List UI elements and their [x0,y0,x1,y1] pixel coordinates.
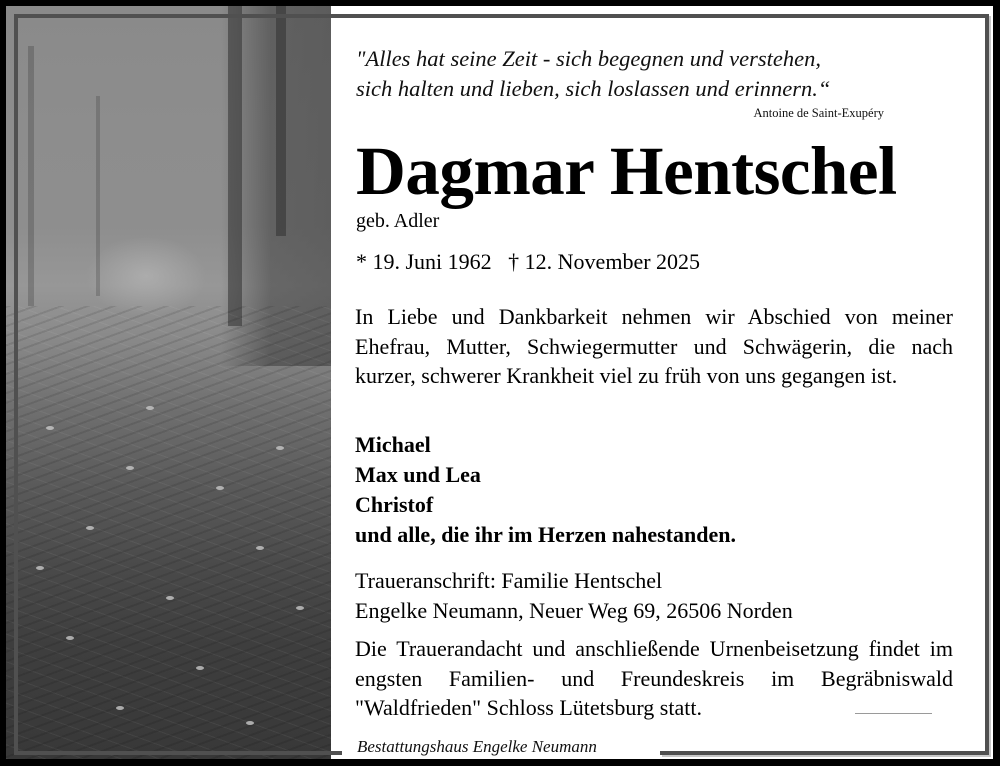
frame-shadow [989,16,991,757]
leaf [46,426,54,430]
quote-author: Antoine de Saint-Exupéry [753,106,884,120]
tree-trunk [28,46,34,306]
leaf [216,486,224,490]
leaf [296,606,304,610]
quote-line: "Alles hat seine Zeit - sich begegnen und verstehen, [356,46,821,71]
ceremony-info: Die Trauerandacht und anschließende Urnenbeisetzung findet im engsten Familien- und Freundeskreis im Begräbniswald "Waldfrieden" Schloss Lütetsburg statt. [355,636,953,720]
tree-trunk [96,96,100,296]
address-line: Traueranschrift: Familie Hentschel [355,568,663,593]
divider [855,713,932,714]
address-line: Engelke Neumann, Neuer Weg 69, 26506 Norden [355,597,793,623]
funeral-home: Bestattungshaus Engelke Neumann [357,737,597,756]
mourner: Michael [355,432,431,457]
leaf [116,706,124,710]
forest-path-photo [6,6,331,759]
leaf [66,636,74,640]
mourners-list [355,430,736,550]
leaf [86,526,94,530]
leaf [246,721,254,725]
leaf [36,566,44,570]
mourner: Max und Lea [355,462,481,487]
leaf [146,406,154,410]
frame-line-top [14,14,989,18]
quote-line: sich halten und lieben, sich loslassen und erinnern.“ [356,76,831,101]
life-dates: * 19. Juni 1962 † 12. November 2025 [356,249,701,274]
frame-line-bottom-left [14,751,342,755]
leaf [276,446,284,450]
frame-shadow [662,755,991,757]
mourning-address [355,566,793,625]
deceased-name: Dagmar Hentschel [356,133,897,209]
leaf [166,596,174,600]
mourner: Christof [355,492,434,517]
frame-line-left [14,14,18,755]
leaf [256,546,264,550]
tree-trunk [228,6,242,326]
mourner: und alle, die ihr im Herzen nahestanden. [355,522,736,547]
leaf-covered-ground [6,306,331,759]
birth-name: geb. Adler [356,210,440,232]
tree-trunk [276,6,286,236]
epigraph-quote [356,44,916,104]
leaf [126,466,134,470]
farewell-message: In Liebe und Dankbarkeit nehmen wir Abschied von meiner Ehefrau, Mutter, Schwiegermutter und Schwägerin, die nach kurzer, schwerer Krankheit viel zu früh von uns gegangen ist. [355,304,953,388]
leaf [196,666,204,670]
